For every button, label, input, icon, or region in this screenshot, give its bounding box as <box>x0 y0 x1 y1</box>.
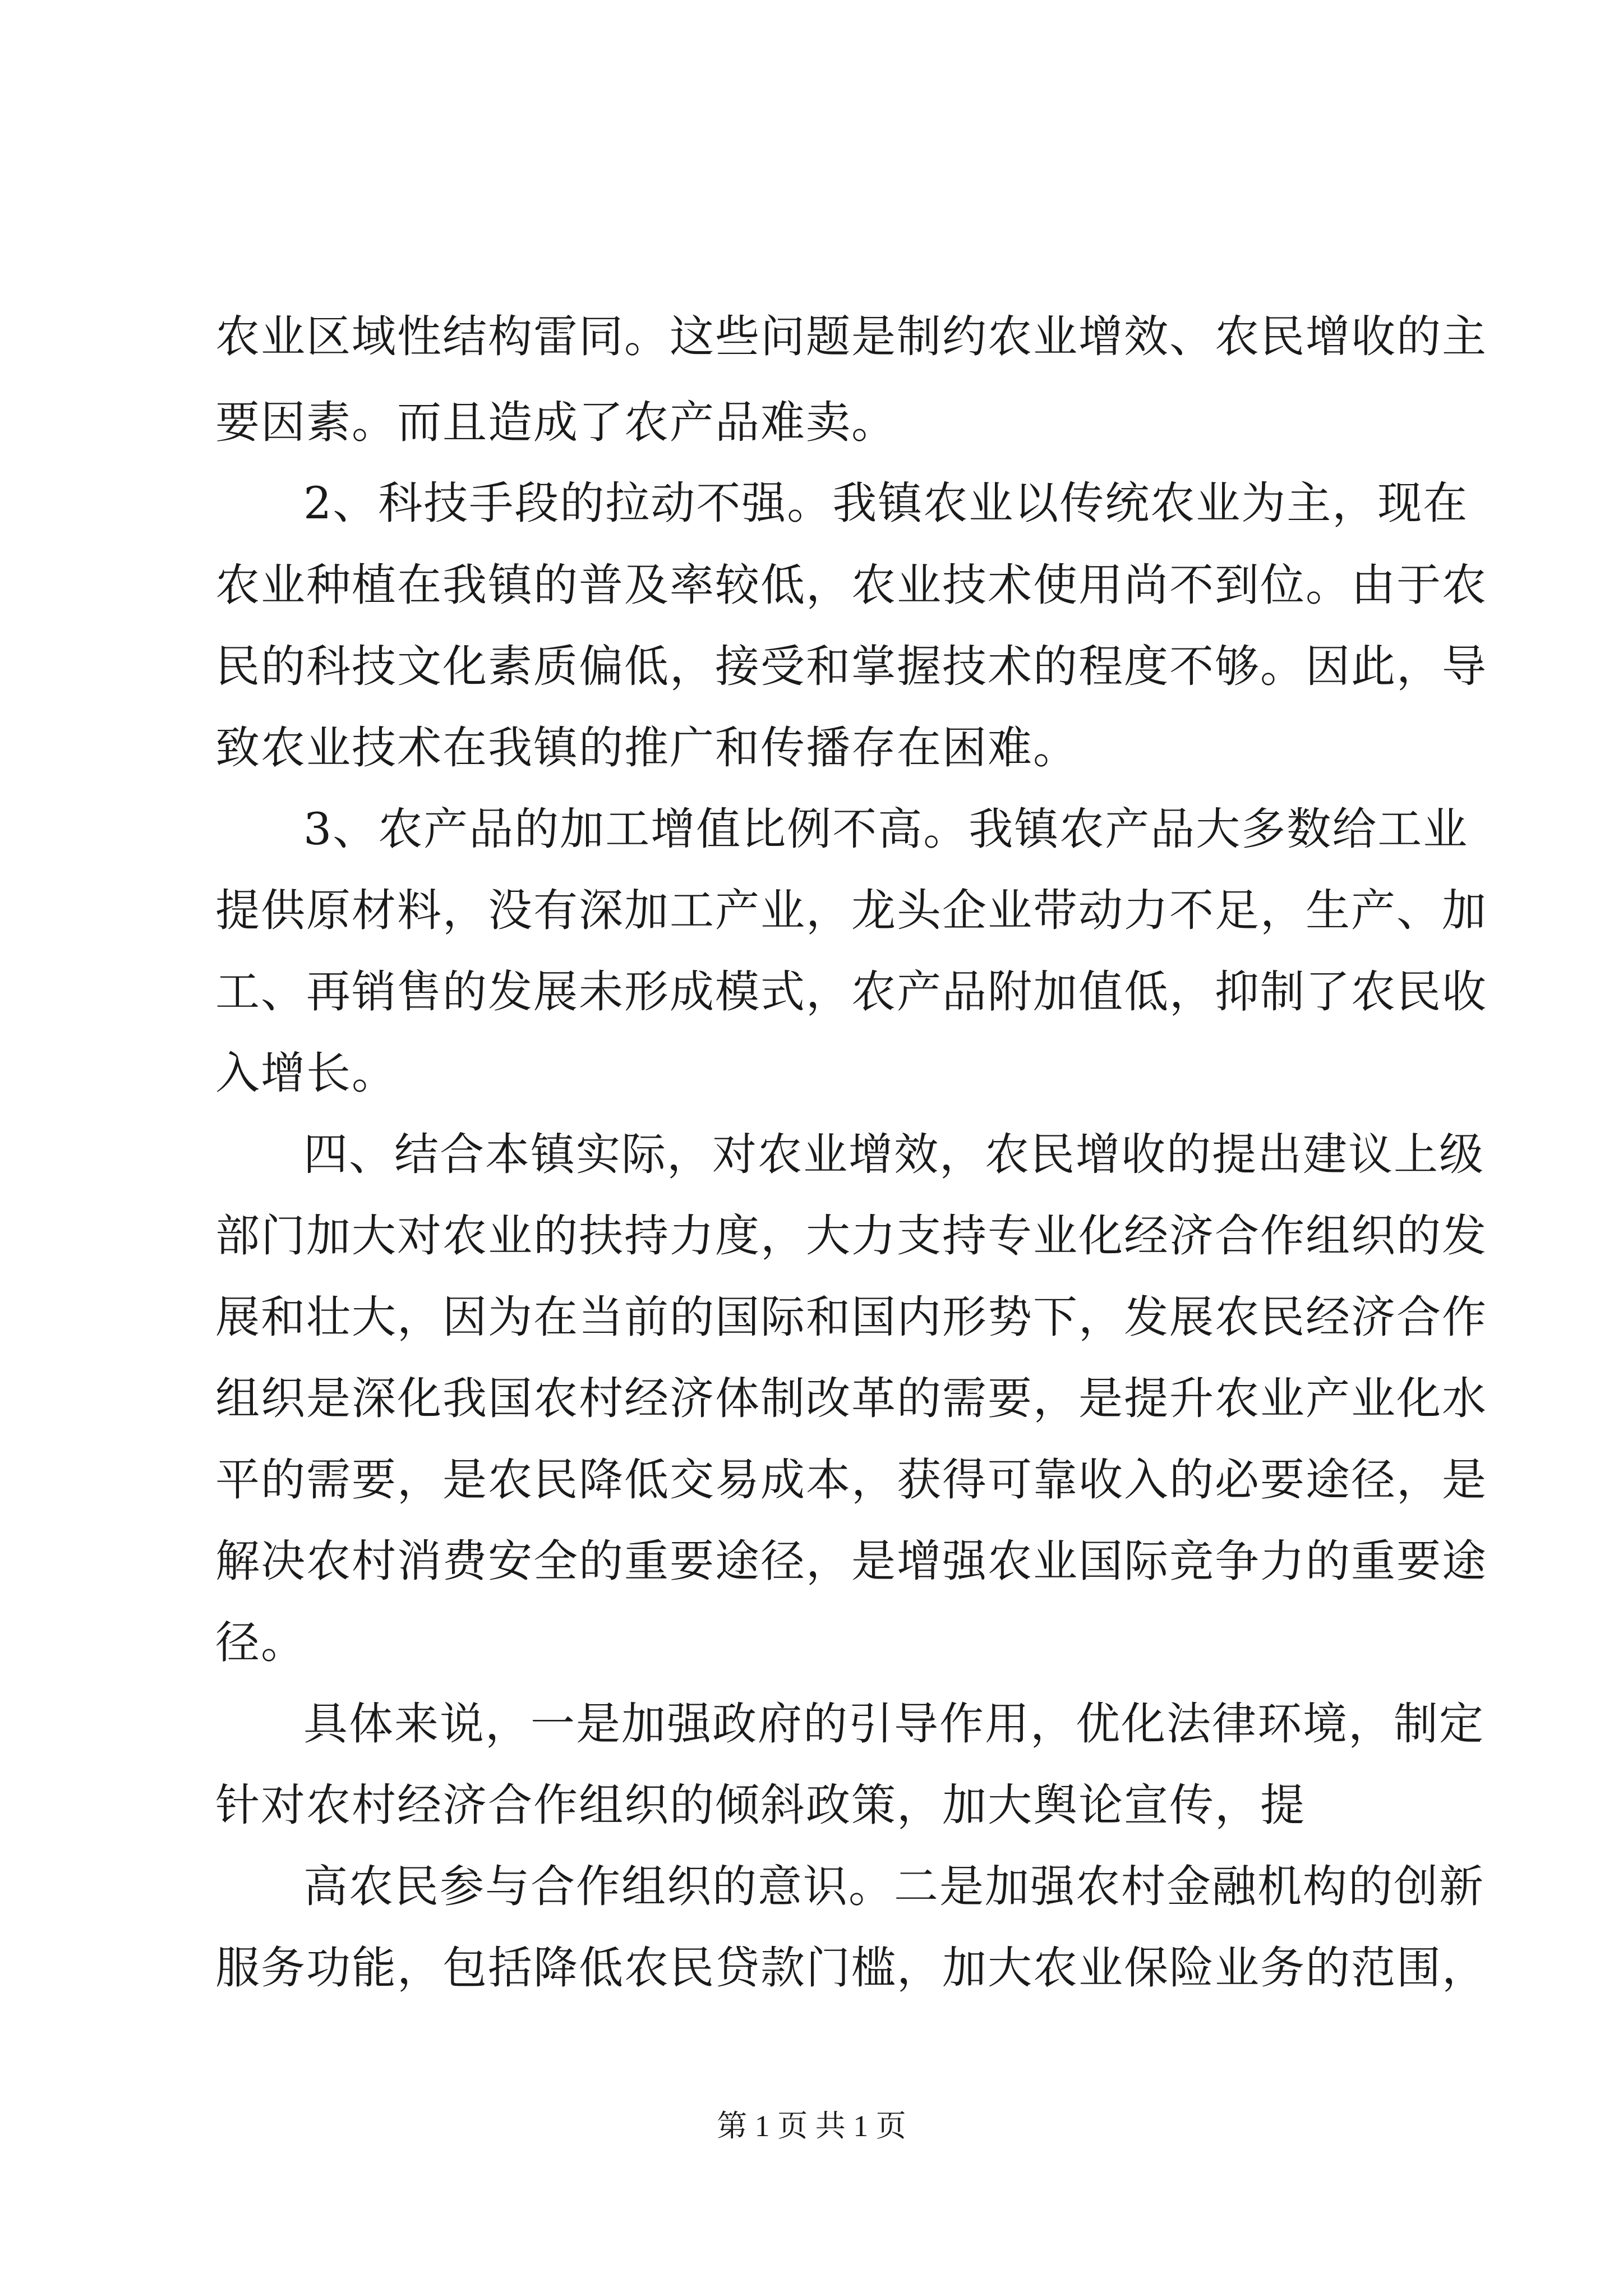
page-footer: 第 1 页 共 1 页 <box>717 2109 906 2143</box>
text-line: 服务功能，包括降低农民贷款门槛，加大农业保险业务的范围， <box>215 1942 1487 1994</box>
text-line: 农业种植在我镇的普及率较低，农业技术使用尚不到位。由于农 <box>215 559 1487 611</box>
text-line: 工、再销售的发展未形成模式，农产品附加值低，抑制了农民收 <box>215 966 1487 1018</box>
text-line: 针对农村经济合作组织的倾斜政策，加大舆论宣传，提 <box>215 1779 1306 1831</box>
text-line: 组织是深化我国农村经济体制改革的需要，是提升农业产业化水 <box>215 1373 1487 1424</box>
text-line: 展和壮大，因为在当前的国际和国内形势下，发展农民经济合作 <box>215 1291 1487 1343</box>
text-line: 平的需要，是农民降低交易成本，获得可靠收入的必要途径，是 <box>215 1454 1487 1506</box>
text-line: 解决农村消费安全的重要途径，是增强农业国际竞争力的重要途 <box>215 1535 1487 1587</box>
text-line: 提供原材料，没有深加工产业，龙头企业带动力不足，生产、加 <box>215 885 1487 936</box>
text-line: 3、农产品的加工增值比例不高。我镇农产品大多数给工业 <box>303 803 1469 855</box>
text-line: 具体来说，一是加强政府的引导作用，优化法律环境，制定 <box>303 1698 1484 1750</box>
text-line: 农业区域性结构雷同。这些问题是制约农业增效、农民增收的主 <box>215 311 1487 362</box>
text-line: 径。 <box>215 1617 306 1668</box>
text-line: 高农民参与合作组织的意识。二是加强农村金融机构的创新 <box>303 1861 1484 1912</box>
text-line: 四、结合本镇实际，对农业增效，农民增收的提出建议上级 <box>303 1129 1484 1180</box>
text-line: 入增长。 <box>215 1047 397 1099</box>
text-line: 2、科技手段的拉动不强。我镇农业以传统农业为主，现在 <box>303 477 1469 529</box>
text-line: 民的科技文化素质偏低，接受和掌握技术的程度不够。因此，导 <box>215 641 1487 692</box>
text-line: 部门加大对农业的扶持力度，大力支持专业化经济合作组织的发 <box>215 1210 1487 1262</box>
text-line: 致农业技术在我镇的推广和传播存在困难。 <box>215 722 1078 774</box>
text-line: 要因素。而且造成了农产品难卖。 <box>215 397 897 448</box>
